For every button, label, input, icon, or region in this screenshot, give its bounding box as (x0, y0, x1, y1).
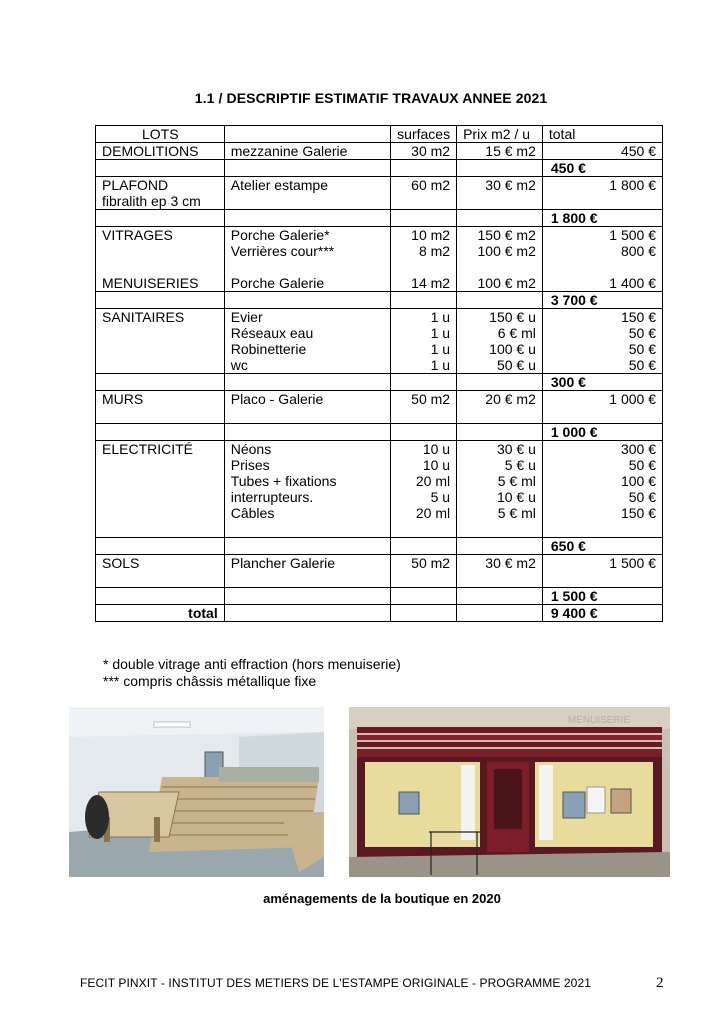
lot-cell (96, 177, 225, 210)
item-total: 50 € (628, 341, 656, 357)
header-surfaces: surfaces (391, 126, 457, 143)
item-label: interrupteurs. (230, 489, 314, 505)
lot-cell (96, 441, 225, 538)
price-cell (457, 309, 543, 374)
lot-cell (96, 227, 225, 292)
price-cell (457, 555, 543, 588)
item-label: Prises (230, 457, 270, 473)
empty-cell (391, 538, 457, 555)
footnotes (103, 656, 401, 690)
empty-cell (224, 605, 390, 622)
subtotal-row (96, 210, 663, 227)
subtotal-cell: 650 € (542, 538, 662, 555)
price-cell (457, 227, 543, 292)
item-total: 300 € (620, 441, 656, 457)
item-price: 100 € u (489, 341, 536, 357)
surface-cell (391, 391, 457, 424)
header-lots: LOTS (96, 126, 225, 143)
empty-cell (457, 588, 543, 605)
lot-name: VITRAGES (102, 227, 173, 243)
header-price: Prix m2 / u (457, 126, 543, 143)
footnote-double-vitrage: * double vitrage anti effraction (hors menuiserie) (103, 656, 401, 672)
item-price: 100 € m2 (477, 275, 536, 291)
empty-cell (96, 292, 225, 309)
lot-cell (96, 143, 225, 160)
item-surface: 20 ml (415, 505, 451, 521)
subtotal-row (96, 292, 663, 309)
empty-cell (96, 210, 225, 227)
empty-cell (457, 605, 543, 622)
header-description (224, 126, 390, 143)
empty-cell (457, 538, 543, 555)
item-price: 30 € m2 (485, 177, 536, 193)
total-cell (542, 227, 662, 292)
subtotal-cell: 1 800 € (542, 210, 662, 227)
item-price: 5 € ml (497, 505, 536, 521)
surface-cell (391, 227, 457, 292)
page-title: 1.1 / DESCRIPTIF ESTIMATIF TRAVAUX ANNEE 2021 (194, 90, 548, 106)
page-number: 2 (656, 975, 664, 991)
footer-text: FECIT PINXIT - INSTITUT DES METIERS DE L'ESTAMPE ORIGINALE - PROGRAMME 2021 (80, 976, 591, 990)
item-label: Néons (230, 441, 272, 457)
price-cell (457, 391, 543, 424)
item-total: 50 € (628, 357, 656, 373)
item-label (231, 521, 384, 537)
total-cell (542, 441, 662, 538)
item-surface: 10 u (422, 457, 451, 473)
item-total: 50 € (628, 325, 656, 341)
grand-total-label: total (96, 605, 225, 622)
total-cell (542, 555, 662, 588)
empty-cell (96, 160, 225, 177)
empty-cell (224, 210, 390, 227)
item-total (549, 259, 656, 275)
price-cell (457, 177, 543, 210)
empty-cell (96, 374, 225, 391)
total-cell (542, 391, 662, 424)
item-total: 1 400 € (609, 275, 656, 291)
photos-caption: aménagements de la boutique en 2020 (263, 891, 501, 906)
empty-cell (457, 160, 543, 177)
lot-cell (96, 555, 225, 588)
item-surface: 14 m2 (411, 275, 451, 291)
item-label (231, 571, 384, 587)
lot-name (102, 243, 218, 259)
grand-total-value: 9 400 € (542, 605, 662, 622)
item-label: Evier (230, 309, 263, 325)
empty-cell (224, 538, 390, 555)
workshop-photo-illustration (69, 707, 324, 877)
item-surface: 30 m2 (411, 143, 451, 159)
item-label: Verrières cour*** (230, 243, 335, 259)
item-surface: 1 u (430, 357, 451, 373)
total-cell (542, 177, 662, 210)
item-surface: 8 m2 (418, 243, 451, 259)
empty-cell (457, 210, 543, 227)
empty-cell (224, 374, 390, 391)
item-total: 1 800 € (609, 177, 656, 193)
lot-cell (96, 309, 225, 374)
empty-cell (457, 424, 543, 441)
subtotal-row (96, 374, 663, 391)
item-surface: 50 m2 (411, 391, 451, 407)
item-surface: 1 u (430, 309, 451, 325)
price-cell (457, 143, 543, 160)
surface-cell (391, 309, 457, 374)
surface-cell (391, 177, 457, 210)
item-price: 150 € m2 (477, 227, 536, 243)
item-label-cell (224, 555, 390, 588)
item-surface: 60 m2 (411, 177, 451, 193)
item-label-cell (224, 177, 390, 210)
item-label: Réseaux eau (230, 325, 314, 341)
workshop-photo (69, 707, 324, 877)
table-row (96, 177, 663, 210)
item-label: Tubes + fixations (230, 473, 337, 489)
empty-cell (457, 292, 543, 309)
empty-cell (391, 160, 457, 177)
header-total: total (542, 126, 662, 143)
item-price: 5 € ml (497, 473, 536, 489)
surface-cell (391, 143, 457, 160)
surface-cell (391, 555, 457, 588)
item-surface: 50 m2 (411, 555, 451, 571)
item-label: Atelier estampe (230, 177, 329, 193)
item-surface (397, 407, 450, 423)
item-price: 150 € u (489, 309, 536, 325)
table-header-row (96, 126, 663, 143)
table-row (96, 143, 663, 160)
empty-cell (391, 605, 457, 622)
item-price: 30 € m2 (485, 555, 536, 571)
empty-cell (391, 588, 457, 605)
empty-cell (96, 538, 225, 555)
item-surface: 20 ml (415, 473, 451, 489)
lot-name: SOLS (102, 555, 140, 571)
empty-cell (224, 292, 390, 309)
item-label: Robinetterie (230, 341, 307, 357)
item-label: Porche Galerie (230, 275, 325, 291)
table-row (96, 391, 663, 424)
item-surface: 10 u (422, 441, 451, 457)
item-surface: 10 m2 (411, 227, 451, 243)
item-label: Porche Galerie* (230, 227, 330, 243)
empty-cell (224, 424, 390, 441)
empty-cell (391, 374, 457, 391)
empty-cell (457, 374, 543, 391)
total-cell (542, 309, 662, 374)
item-label: Placo - Galerie (230, 391, 324, 407)
item-label-cell (224, 227, 390, 292)
item-price: 30 € u (496, 441, 536, 457)
item-price (463, 259, 536, 275)
item-price: 50 € u (496, 357, 536, 373)
subtotal-row (96, 160, 663, 177)
table-row (96, 555, 663, 588)
lot-name: fibralith ep 3 cm (102, 193, 201, 209)
lot-cell (96, 391, 225, 424)
item-label-cell (224, 143, 390, 160)
lot-name (102, 259, 218, 275)
item-surface: 5 u (430, 489, 451, 505)
footnote-chassis: *** compris châssis métallique fixe (103, 673, 317, 689)
item-total: 800 € (620, 243, 656, 259)
item-price (463, 407, 536, 423)
lot-name: MURS (102, 391, 144, 407)
item-label (231, 259, 384, 275)
lot-name: PLAFOND (102, 177, 169, 193)
subtotal-cell: 300 € (542, 374, 662, 391)
item-total (549, 407, 656, 423)
shopfront-photo (349, 707, 670, 877)
item-label-cell (224, 391, 390, 424)
item-surface: 1 u (430, 341, 451, 357)
item-price: 20 € m2 (485, 391, 536, 407)
item-surface (397, 521, 450, 537)
item-total (549, 571, 656, 587)
item-total: 50 € (628, 457, 656, 473)
empty-cell (224, 160, 390, 177)
empty-cell (391, 424, 457, 441)
lot-name: ELECTRICITÉ (102, 441, 194, 457)
item-label: Câbles (230, 505, 275, 521)
shopfront-photo-illustration (349, 707, 670, 877)
item-total: 1 500 € (609, 227, 656, 243)
item-total: 150 € (620, 309, 656, 325)
subtotal-cell: 450 € (542, 160, 662, 177)
item-total: 150 € (620, 505, 656, 521)
empty-cell (96, 424, 225, 441)
item-price: 5 € u (504, 457, 536, 473)
item-price: 6 € ml (497, 325, 536, 341)
item-price (463, 521, 536, 537)
surface-cell (391, 441, 457, 538)
subtotal-row (96, 538, 663, 555)
item-total: 100 € (620, 473, 656, 489)
table-row (96, 309, 663, 374)
item-label: wc (230, 357, 248, 373)
item-price: 10 € u (496, 489, 536, 505)
item-price: 100 € m2 (477, 243, 536, 259)
item-price (463, 571, 536, 587)
subtotal-cell: 1 000 € (542, 424, 662, 441)
item-label: mezzanine Galerie (230, 143, 348, 159)
item-total: 1 500 € (609, 555, 656, 571)
empty-cell (224, 588, 390, 605)
lot-name: MENUISERIES (102, 275, 199, 291)
empty-cell (96, 588, 225, 605)
item-surface: 1 u (430, 325, 451, 341)
estimate-table (95, 125, 663, 622)
item-surface (397, 259, 450, 275)
item-label-cell (224, 309, 390, 374)
item-label (231, 407, 384, 423)
grand-total-row (96, 605, 663, 622)
table-row (96, 441, 663, 538)
item-label: Plancher Galerie (230, 555, 336, 571)
item-total: 50 € (628, 489, 656, 505)
price-cell (457, 441, 543, 538)
subtotal-cell: 3 700 € (542, 292, 662, 309)
lot-name: DEMOLITIONS (102, 143, 199, 159)
item-total: 450 € (620, 143, 656, 159)
table-row (96, 227, 663, 292)
empty-cell (391, 210, 457, 227)
subtotal-cell: 1 500 € (542, 588, 662, 605)
lot-name: SANITAIRES (102, 309, 185, 325)
item-price: 15 € m2 (485, 143, 536, 159)
empty-cell (391, 292, 457, 309)
item-total: 1 000 € (609, 391, 656, 407)
total-cell (542, 143, 662, 160)
item-label-cell (224, 441, 390, 538)
subtotal-row (96, 424, 663, 441)
subtotal-row (96, 588, 663, 605)
item-surface (397, 571, 450, 587)
item-total (549, 521, 656, 537)
shop-sign-text: MENUISERIE (567, 715, 631, 726)
